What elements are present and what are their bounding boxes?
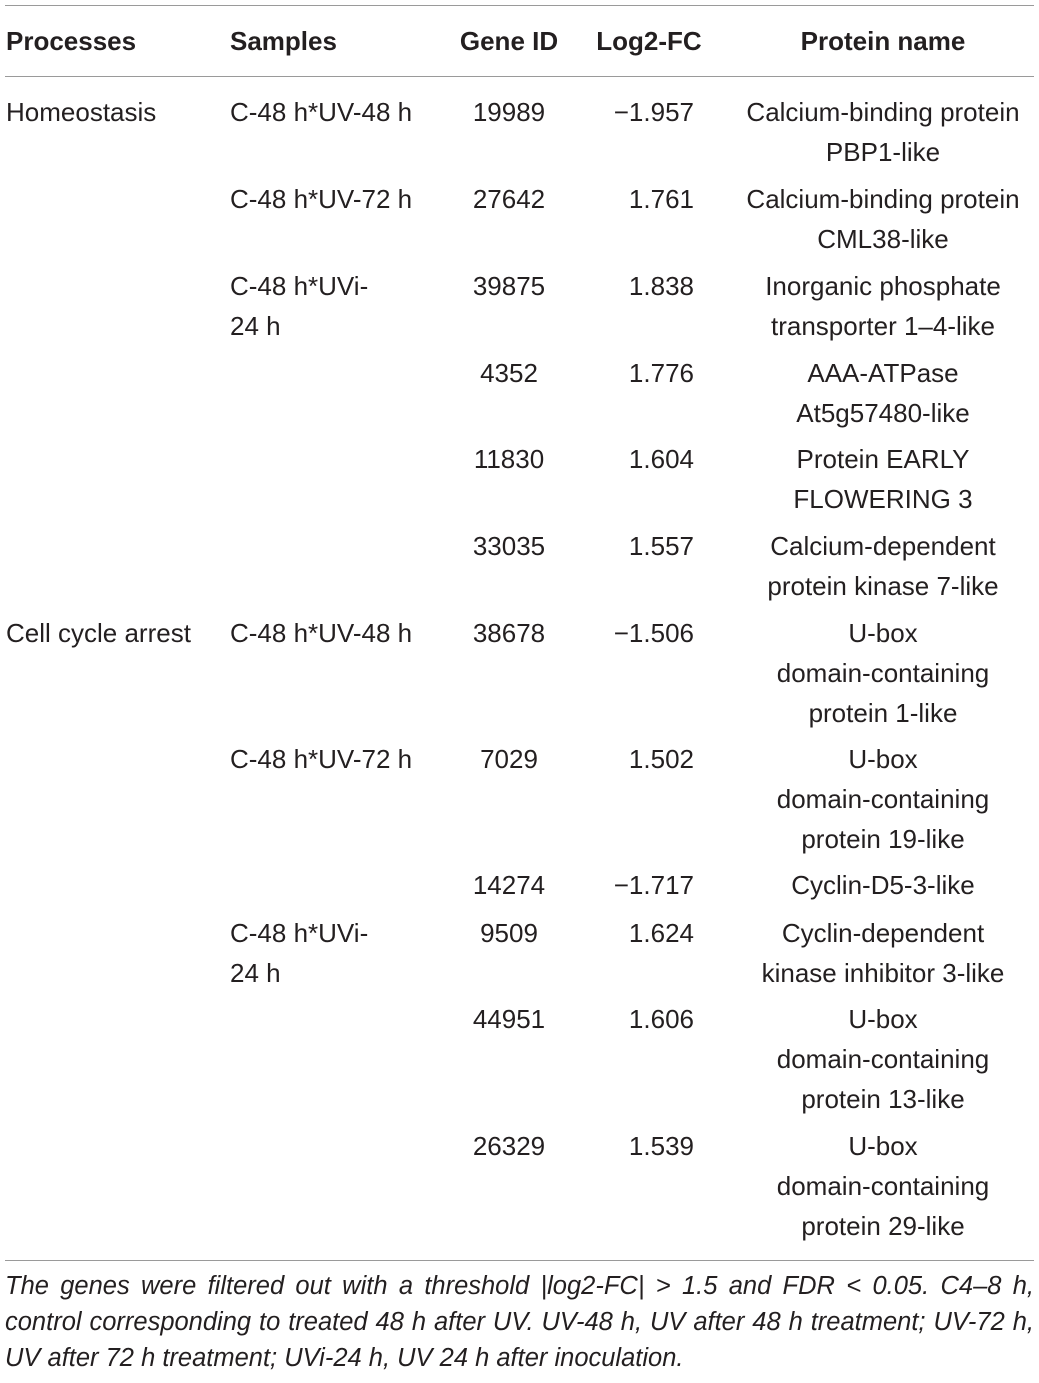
table-bottom-rule: [5, 1260, 1034, 1261]
cell-log2fc: 1.604: [628, 444, 694, 474]
header-log2fc: Log2-FC: [596, 26, 702, 56]
table-footnote: The genes were filtered out with a threshold |log2-FC| > 1.5 and FDR < 0.05. C4–8 h, control corresponding to treated 48 h after UV. UV-48 h, UV after 48 h treatment; UV-72 h, UV after 72 h treatment; UVi-24 h, UV 24 h after inoculation.: [5, 1272, 1034, 1372]
cell-log2fc: 1.502: [628, 744, 694, 774]
cell-gene-id: 9509: [480, 918, 538, 948]
cell-gene-id: 14274: [472, 870, 546, 900]
cell-protein: Calcium-binding protein PBP1-like: [746, 97, 1020, 167]
cell-log2fc: 1.606: [628, 1004, 694, 1034]
cell-protein: Protein EARLY FLOWERING 3: [793, 444, 973, 514]
cell-gene-id: 27642: [472, 184, 546, 214]
cell-gene-id: 4352: [480, 358, 538, 388]
cell-protein: Inorganic phosphate transporter 1–4-like: [765, 271, 1001, 341]
cell-protein: U-box domain-containing protein 29-like: [776, 1131, 990, 1241]
cell-log2fc: −1.957: [613, 97, 694, 127]
cell-log2fc: 1.557: [628, 531, 694, 561]
header-processes: Processes: [6, 26, 137, 56]
cell-protein: U-box domain-containing protein 13-like: [776, 1004, 990, 1114]
cell-protein: U-box domain-containing protein 1-like: [776, 618, 990, 728]
cell-sample: C-48 h*UV-48 h: [230, 97, 413, 127]
cell-sample: C-48 h*UVi- 24 h: [230, 271, 369, 341]
cell-sample: C-48 h*UV-48 h: [230, 618, 413, 648]
cell-log2fc: 1.539: [628, 1131, 694, 1161]
cell-gene-id: 19989: [472, 97, 546, 127]
header-samples: Samples: [230, 26, 337, 56]
cell-process: Homeostasis: [6, 97, 157, 127]
cell-log2fc: −1.717: [613, 870, 694, 900]
cell-process: Cell cycle arrest: [6, 618, 191, 648]
cell-log2fc: 1.624: [628, 918, 694, 948]
cell-protein: Cyclin-dependent kinase inhibitor 3-like: [761, 918, 1005, 988]
header-gene-id: Gene ID: [459, 26, 559, 56]
cell-protein: Calcium-dependent protein kinase 7-like: [767, 531, 999, 601]
cell-gene-id: 39875: [472, 271, 546, 301]
table-header-rule: [5, 76, 1034, 77]
cell-sample: C-48 h*UV-72 h: [230, 744, 413, 774]
cell-gene-id: 33035: [472, 531, 546, 561]
cell-gene-id: 7029: [480, 744, 538, 774]
cell-sample: C-48 h*UV-72 h: [230, 184, 413, 214]
cell-gene-id: 38678: [472, 618, 546, 648]
cell-gene-id: 26329: [472, 1131, 546, 1161]
cell-gene-id: 11830: [473, 444, 545, 474]
cell-sample: C-48 h*UVi- 24 h: [230, 918, 369, 988]
table-top-rule: [5, 5, 1034, 6]
cell-log2fc: 1.761: [628, 184, 694, 214]
cell-protein: AAA-ATPase At5g57480-like: [796, 358, 970, 428]
cell-log2fc: 1.838: [628, 271, 694, 301]
cell-log2fc: 1.776: [628, 358, 694, 388]
cell-log2fc: −1.506: [613, 618, 694, 648]
cell-gene-id: 44951: [472, 1004, 546, 1034]
header-protein-name: Protein name: [800, 26, 966, 56]
cell-protein: U-box domain-containing protein 19-like: [776, 744, 990, 854]
cell-protein: Calcium-binding protein CML38-like: [746, 184, 1020, 254]
cell-protein: Cyclin-D5-3-like: [791, 870, 975, 900]
